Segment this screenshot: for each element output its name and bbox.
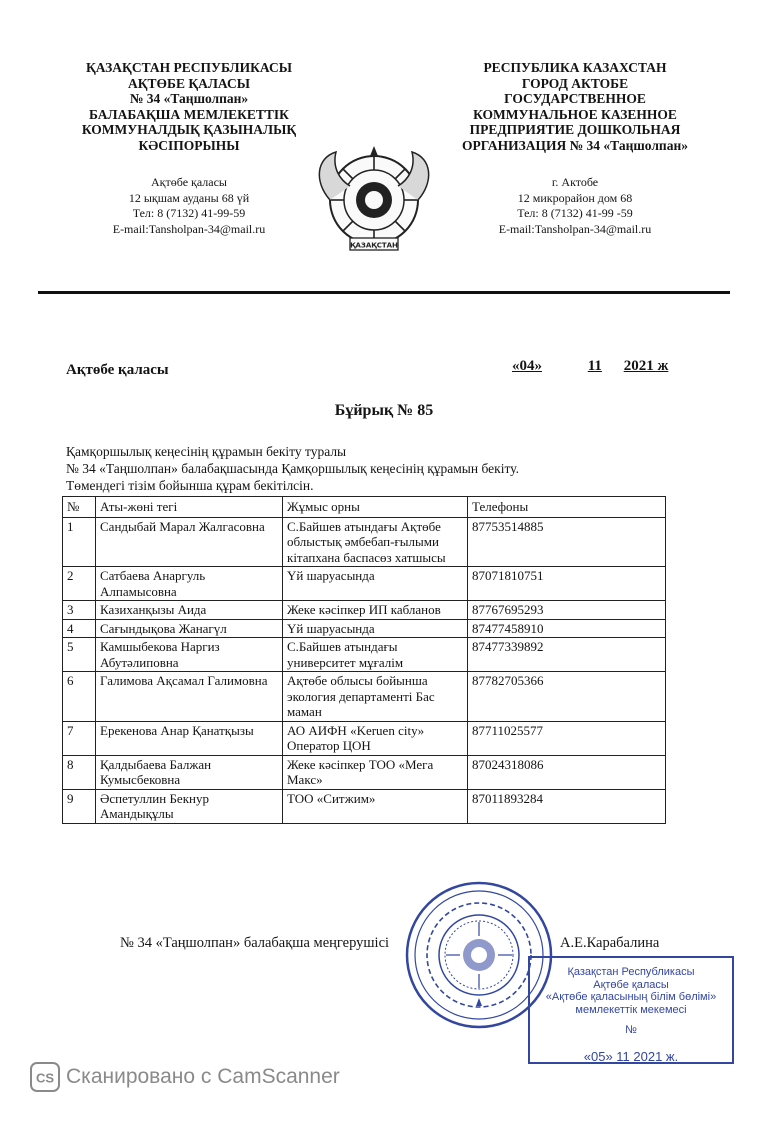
address-line: 12 микрорайон дом 68	[517, 190, 633, 205]
column-header-phone: Телефоны	[468, 497, 666, 518]
phone-line: Тел: 8 (7132) 41-99 -59	[517, 206, 633, 220]
table-row	[63, 721, 666, 755]
registration-stamp	[528, 956, 734, 1064]
date-year: 2021 ж	[623, 358, 669, 374]
cell-phone: 87782705366	[468, 672, 666, 722]
org-name-line: КОММУНАЛДЫҚ ҚАЗЫНАЛЫҚ	[81, 122, 297, 137]
date-day: «04»	[512, 358, 542, 374]
org-name-line: № 34 «Таңшолпан»	[129, 91, 249, 106]
cell-no: 6	[63, 672, 96, 722]
document-city: Ақтөбе қаласы	[66, 362, 169, 378]
header-right	[430, 60, 720, 237]
column-header-name: Аты-жөні тегі	[96, 497, 283, 518]
column-header-workplace: Жұмыс орны	[283, 497, 468, 518]
table-row	[63, 567, 666, 601]
cell-phone: 87477458910	[468, 619, 666, 638]
svg-text:CS: CS	[35, 1070, 55, 1086]
cell-name: Галимова Ақсамал Галимовна	[96, 672, 283, 722]
cell-name: Әспетуллин Бекнур Амандықұлы	[96, 789, 283, 823]
org-name-line: ҚАЗАҚСТАН РЕСПУБЛИКАСЫ	[85, 60, 292, 75]
svg-text:ҚАЗАҚСТАН: ҚАЗАҚСТАН	[350, 241, 398, 250]
stamp-line: «Ақтөбе қаласының білім бөлімі»	[545, 991, 717, 1003]
table-header-row	[63, 497, 666, 518]
phone-line: Тел: 8 (7132) 41-99-59	[132, 206, 246, 220]
email-line: E-mail:Tansholpan-34@mail.ru	[112, 221, 266, 236]
address-line: Ақтөбе қаласы	[151, 175, 227, 189]
cell-name: Сағындықова Жанагүл	[96, 619, 283, 638]
header-divider	[38, 291, 730, 294]
stamp-line: Қазақстан Республикасы	[567, 966, 695, 978]
cell-no: 4	[63, 619, 96, 638]
stamp-date: «05» 11 2021 ж.	[583, 1048, 679, 1064]
org-name-ru	[430, 60, 720, 153]
cell-no: 9	[63, 789, 96, 823]
org-name-line: РЕСПУБЛИКА КАЗАХСТАН	[483, 60, 667, 75]
address-line: 12 ықшам ауданы 68 үй	[128, 190, 250, 205]
cell-phone: 87071810751	[468, 567, 666, 601]
cell-phone: 87024318086	[468, 755, 666, 789]
stamp-line: Ақтөбе қаласы	[593, 978, 669, 991]
cell-phone: 87011893284	[468, 789, 666, 823]
cell-name: Казиханқызы Аида	[96, 601, 283, 620]
watermark-text: Сканировано с CamScanner	[66, 1065, 340, 1088]
org-name-line: ПРЕДПРИЯТИЕ ДОШКОЛЬНАЯ	[469, 122, 681, 137]
cell-no: 8	[63, 755, 96, 789]
org-address-ru	[430, 175, 720, 237]
cell-workplace: Ақтөбе облысы бойынша экология департаменті Бас маман	[283, 672, 468, 722]
cell-no: 1	[63, 517, 96, 567]
org-name-line: АҚТӨБЕ ҚАЛАСЫ	[127, 75, 251, 91]
intro-line: Қамқоршылық кеңесінің құрамын бекіту туралы	[66, 444, 347, 459]
order-intro	[66, 443, 519, 494]
table-row	[63, 789, 666, 823]
cell-name: Камшыбекова Наргиз Абутәлиповна	[96, 638, 283, 672]
camscanner-watermark	[30, 1064, 340, 1090]
org-name-line: ГОРОД АКТОБЕ	[521, 75, 629, 91]
org-name-line: КӘСІПОРЫНЫ	[138, 137, 240, 153]
cell-workplace: Жеке кәсіпкер ИП кабланов	[283, 601, 468, 620]
cell-phone: 87711025577	[468, 721, 666, 755]
cell-no: 2	[63, 567, 96, 601]
stamp-line: мемлекеттік мекемесі	[575, 1003, 687, 1016]
cell-workplace: ТОО «Ситжим»	[283, 789, 468, 823]
cell-no: 7	[63, 721, 96, 755]
table-row	[63, 517, 666, 567]
cell-name: Сатбаева Анаргуль Алпамысовна	[96, 567, 283, 601]
cell-no: 3	[63, 601, 96, 620]
cell-workplace: Үй шаруасында	[283, 619, 468, 638]
stamp-number: №	[625, 1024, 637, 1036]
table-row	[63, 755, 666, 789]
table-row	[63, 619, 666, 638]
signature-line: № 34 «Таңшолпан» балабақша меңгерушісі	[120, 935, 390, 951]
table-row	[63, 672, 666, 722]
cell-name: Сандыбай Марал Жалгасовна	[96, 517, 283, 567]
cell-workplace: Үй шаруасында	[283, 567, 468, 601]
header-left	[58, 60, 320, 237]
address-line: г. Актобе	[551, 175, 599, 189]
cell-phone: 87753514885	[468, 517, 666, 567]
members-table	[62, 496, 666, 824]
state-emblem-icon	[310, 142, 438, 260]
org-name-kz	[58, 60, 320, 153]
cell-phone: 87767695293	[468, 601, 666, 620]
org-name-line: БАЛАБАҚША МЕМЛЕКЕТТІК	[89, 106, 289, 122]
camscanner-logo-icon	[30, 1062, 60, 1092]
date-month: 11	[587, 358, 602, 374]
cell-workplace: С.Байшев атындағы университет мұғалім	[283, 638, 468, 672]
email-line: E-mail:Tansholpan-34@mail.ru	[498, 221, 652, 236]
document-date	[512, 358, 668, 375]
intro-line: № 34 «Таңшолпан» балабақшасында Қамқоршылық кеңесінің құрамын бекіту.	[66, 461, 519, 476]
cell-workplace: С.Байшев атындағы Ақтөбе облыстық әмбебап-ғылыми кітапхана баспасөз хатшысы	[283, 517, 468, 567]
cell-name: Ерекенова Анар Қанатқызы	[96, 721, 283, 755]
cell-workplace: АО АИФН «Keruen city» Оператор ЦОН	[283, 721, 468, 755]
cell-phone: 87477339892	[468, 638, 666, 672]
org-name-line: ОРГАНИЗАЦИЯ № 34 «Таңшолпан»	[462, 137, 688, 153]
table-row	[63, 601, 666, 620]
table-row	[63, 638, 666, 672]
order-title: Бұйрық № 85	[334, 402, 434, 419]
signatory-name: А.Е.Карабалина	[560, 935, 660, 951]
cell-no: 5	[63, 638, 96, 672]
org-address-kz	[58, 175, 320, 237]
column-header-no: №	[63, 497, 96, 518]
org-name-line: КОММУНАЛЬНОЕ КАЗЕННОЕ	[473, 106, 677, 122]
cell-name: Қалдыбаева Балжан Кумысбековна	[96, 755, 283, 789]
intro-line: Төмендегі тізім бойынша құрам бекітілсін.	[66, 478, 314, 493]
cell-workplace: Жеке кәсіпкер ТОО «Мега Макс»	[283, 755, 468, 789]
org-name-line: ГОСУДАРСТВЕННОЕ	[504, 91, 646, 106]
